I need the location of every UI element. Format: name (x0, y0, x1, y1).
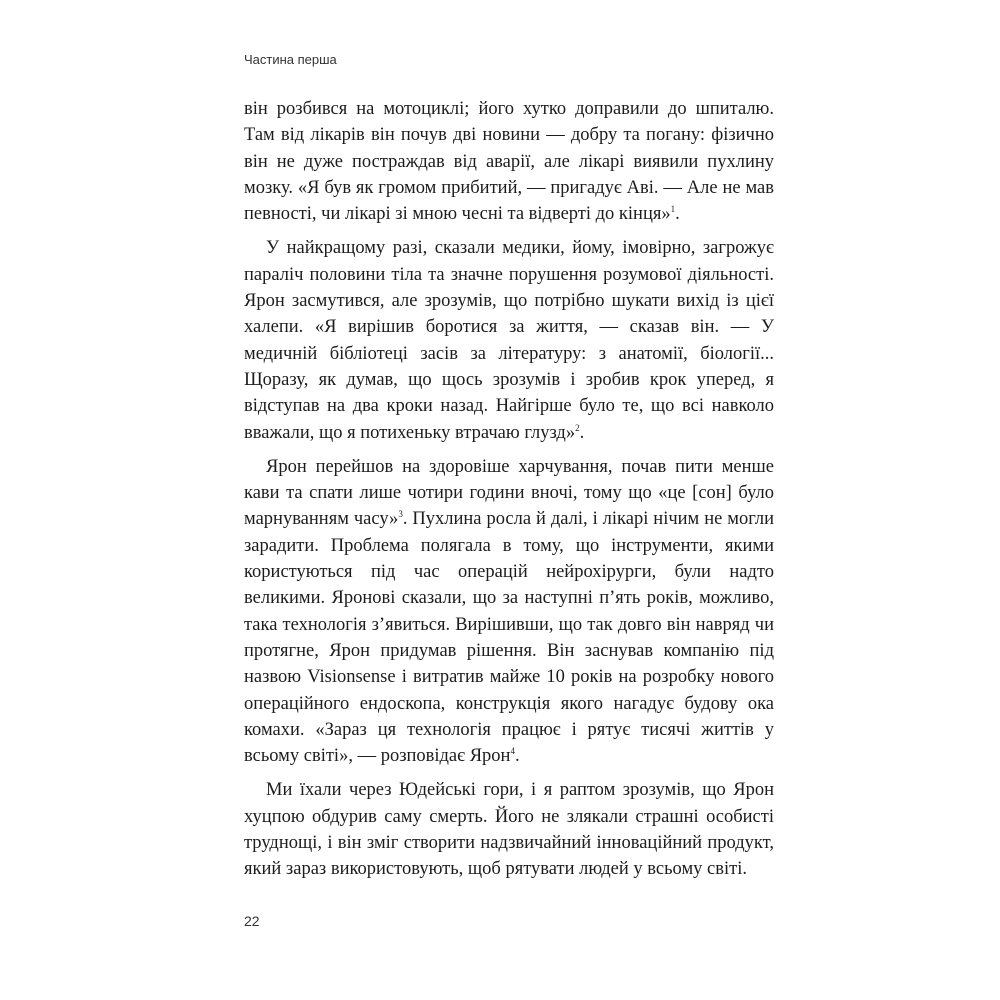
paragraph-2-text: У найкращому разі, сказали медики, йому, імовірно, загрожує параліч половини тіла та значне порушення розумової діяльності. Ярон засмутився, але зрозумів, що потрібно шукати вихід із цієї халепи. «Я вирішив боротися за життя, — сказав він. — У медичній бібліотеці засів за літературу: з анатомії, біології... Щоразу, як думав, що щось зрозумів і зробив крок уперед, я відступав на два кроки назад. Найгірше було те, що всі навколо вважали, що я потихеньку втрачаю глузд» (244, 238, 774, 443)
running-head: Частина перша (244, 52, 337, 67)
paragraph-3 (244, 454, 774, 770)
paragraph-4-text: Ми їхали через Юдейські гори, і я раптом зрозумів, що Ярон хуцпою обдурив саму смерть. Його не злякали страшні особисті труднощі, і він зміг створити надзвичайний інноваційний продукт, який зараз використовують, щоб рятувати людей у всьому світі. (244, 780, 774, 880)
paragraph-2-tail: . (579, 422, 585, 443)
paragraph-1-text: він розбився на мотоциклі; його хутко доправили до шпиталю. Там від лікарів він почув дві новини — добру та погану: фізично він не дуже постраждав від аварії, але лікарі виявили пухлину мозку. «Я був як громом прибитий, — пригадує Аві. — Але не мав певності, чи лікарі зі мною чесні та відверті до кінця» (244, 99, 774, 225)
footnote-ref-2: 2 (575, 422, 580, 433)
footnote-ref-3: 3 (398, 509, 403, 520)
footnote-ref-4: 4 (510, 745, 515, 756)
page-number: 22 (244, 913, 260, 929)
paragraph-1 (244, 96, 774, 227)
paragraph-3-tail-2: . (514, 746, 520, 767)
paragraph-3-text: Ярон перейшов на здоровіше харчування, почав пити менше кави та спати лише чотири години вночі, тому що «це [сон] було марнуванням часу» (244, 456, 774, 530)
footnote-ref-1: 1 (670, 204, 676, 215)
paragraph-2 (244, 235, 774, 445)
body-text (244, 96, 774, 883)
paragraph-3-tail: . Пухлина росла й далі, і лікарі нічим не могли зарадити. Проблема полягала в тому, що інструменти, якими користуються під час операцій нейрохірурги, були надто великими. Яронові сказали, що за наступні п’ять років, можливо, така технологія з’явиться. Вирішивши, що так довго він навряд чи протягне, Ярон придумав рішення. Він заснував компанію під назвою Visionsense і витратив майже 10 років на розробку нового операційного ендоскопа, конструкція якого нагадує будову ока комахи. «Зараз ця технологія працює і рятує тисячі життів у всьому світі», — розповідає Ярон (244, 509, 774, 767)
paragraph-4 (244, 777, 774, 882)
paragraph-1-tail: . (675, 204, 680, 225)
